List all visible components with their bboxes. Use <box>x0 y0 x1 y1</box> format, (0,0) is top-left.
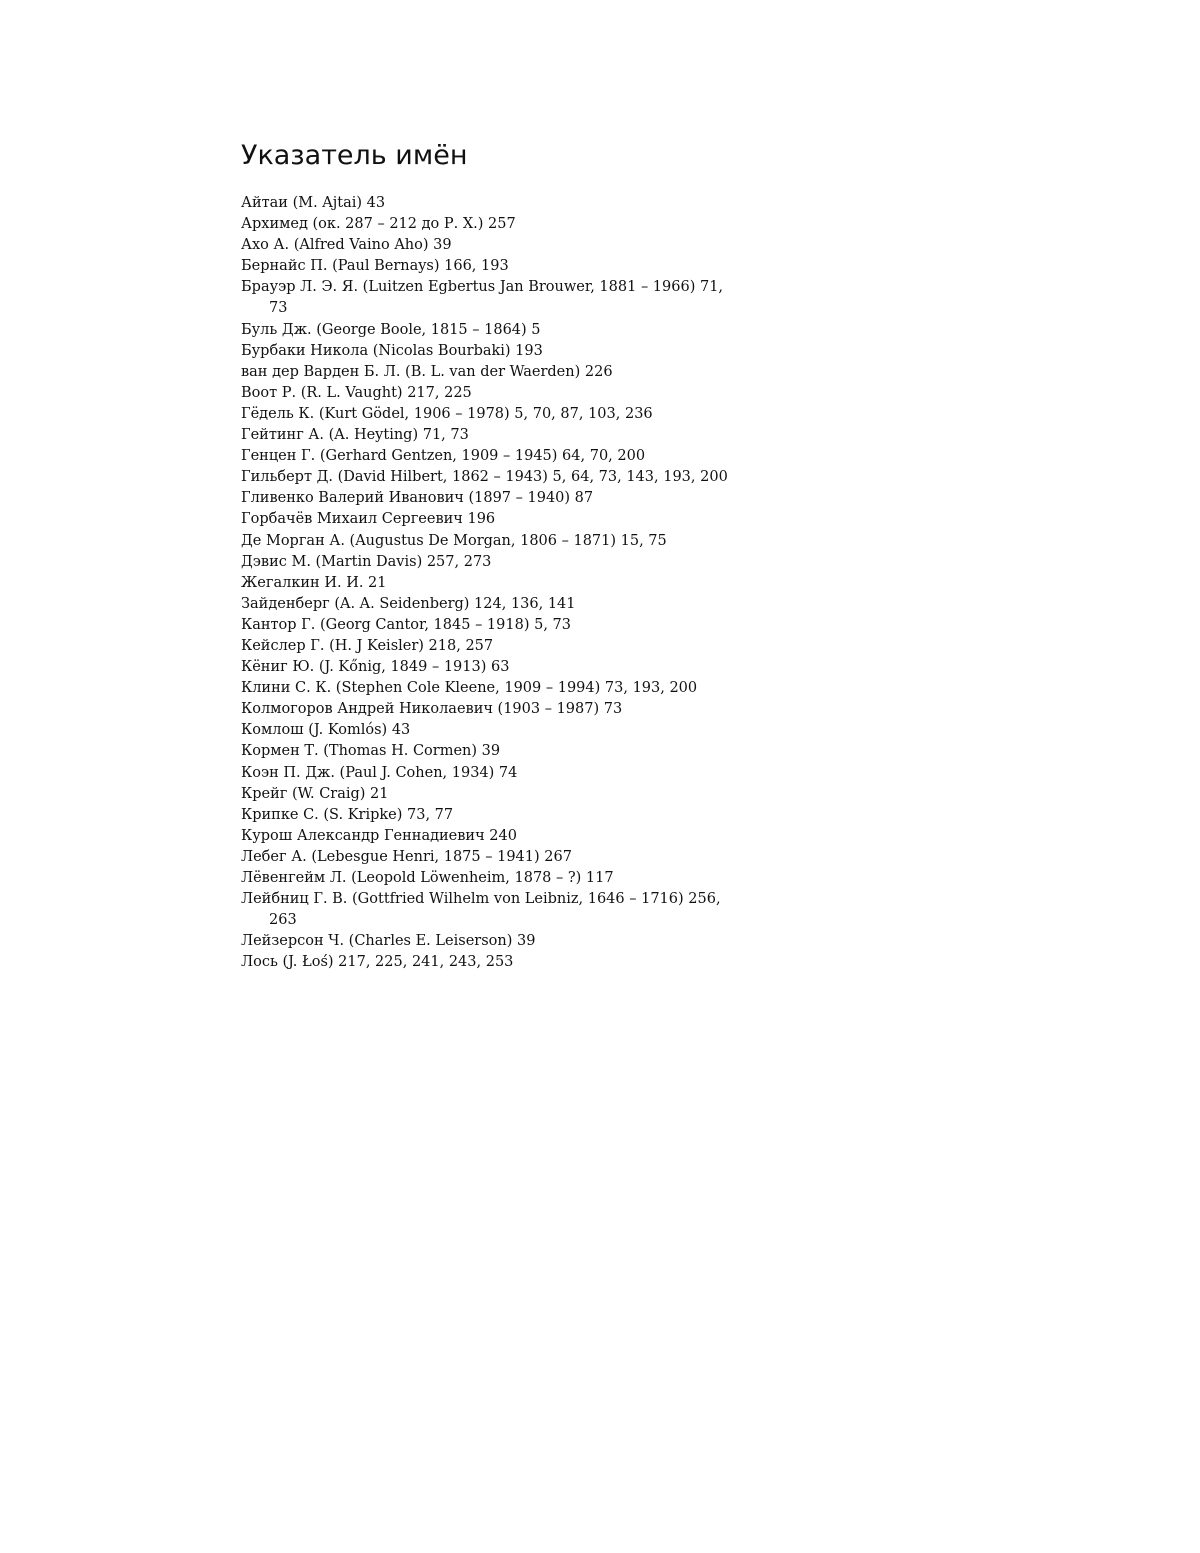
index-entry: Бернайс П. (Paul Bernays) 166, 193 <box>241 258 509 275</box>
index-entry: Дэвис М. (Martin Davis) 257, 273 <box>241 553 492 570</box>
index-entry: Лось (J. Łoś) 217, 225, 241, 243, 253 <box>241 954 514 971</box>
index-entry: Курош Александр Геннадиевич 240 <box>241 827 517 844</box>
index-entry: Кёниг Ю. (J. Kőnig, 1849 – 1913) 63 <box>241 659 510 676</box>
index-entry: ван дер Варден Б. Л. (B. L. van der Waerden) 226 <box>241 363 613 380</box>
index-entry: Воот Р. (R. L. Vaught) 217, 225 <box>241 384 472 401</box>
index-entry: Лёвенгейм Л. (Leopold Löwenheim, 1878 – ?) 117 <box>241 870 614 886</box>
index-entry: Горбачёв Михаил Сергеевич 196 <box>241 511 496 528</box>
index-entry: Лейзерсон Ч. (Charles E. Leiserson) 39 <box>241 933 536 950</box>
index-entry: Кормен Т. (Thomas H. Cormen) 39 <box>241 743 501 760</box>
index-entry: Буль Дж. (George Boole, 1815 – 1864) 5 <box>241 321 541 338</box>
index-entry: Зайденберг (A. A. Seidenberg) 124, 136, 141 <box>241 595 576 612</box>
index-entry: Лебег А. (Lebesgue Henri, 1875 – 1941) 267 <box>241 848 572 865</box>
index-entry: Колмогоров Андрей Николаевич (1903 – 1987) 73 <box>241 701 623 718</box>
index-entry: Де Морган А. (Augustus De Morgan, 1806 – 1871) 15, 75 <box>241 532 667 549</box>
index-entry: Айтаи (M. Ajtai) 43 <box>241 195 386 211</box>
index-entry: Архимед (ок. 287 – 212 до Р. Х.) 257 <box>241 216 516 233</box>
index-entry: Кейслер Г. (H. J Keisler) 218, 257 <box>241 637 494 654</box>
index-entry: Клини С. К. (Stephen Cole Kleene, 1909 – 1994) 73, 193, 200 <box>241 680 698 697</box>
index-entry: Комлош (J. Komlós) 43 <box>241 722 411 739</box>
index-entry: Гейтинг А. (A. Heyting) 71, 73 <box>241 427 469 444</box>
index-entry: Гильберт Д. (David Hilbert, 1862 – 1943) 5, 64, 73, 143, 193, 200 <box>241 469 728 486</box>
index-entry: Крейг (W. Craig) 21 <box>241 785 389 802</box>
index-entry: Бурбаки Никола (Nicolas Bourbaki) 193 <box>241 342 543 359</box>
index-entry: Брауэр Л. Э. Я. (Luitzen Egbertus Jan Brouwer, 1881 – 1966) 71, 73 <box>241 279 724 317</box>
index-entry: Гливенко Валерий Иванович (1897 – 1940) 87 <box>241 490 594 507</box>
page-title: Указатель имён <box>241 140 468 171</box>
name-index-list <box>241 193 731 973</box>
index-entry: Лейбниц Г. В. (Gottfried Wilhelm von Leibniz, 1646 – 1716) 256, 263 <box>241 891 721 929</box>
index-entry: Кантор Г. (Georg Cantor, 1845 – 1918) 5, 73 <box>241 616 571 633</box>
index-entry: Ахо А. (Alfred Vaino Aho) 39 <box>241 237 452 254</box>
index-entry: Коэн П. Дж. (Paul J. Cohen, 1934) 74 <box>241 764 518 781</box>
index-entry: Гёдель К. (Kurt Gödel, 1906 – 1978) 5, 70, 87, 103, 236 <box>241 405 653 422</box>
index-entry: Крипке С. (S. Kripke) 73, 77 <box>241 806 454 823</box>
index-entry: Жегалкин И. И. 21 <box>241 574 387 591</box>
index-entry: Генцен Г. (Gerhard Gentzen, 1909 – 1945) 64, 70, 200 <box>241 448 646 465</box>
